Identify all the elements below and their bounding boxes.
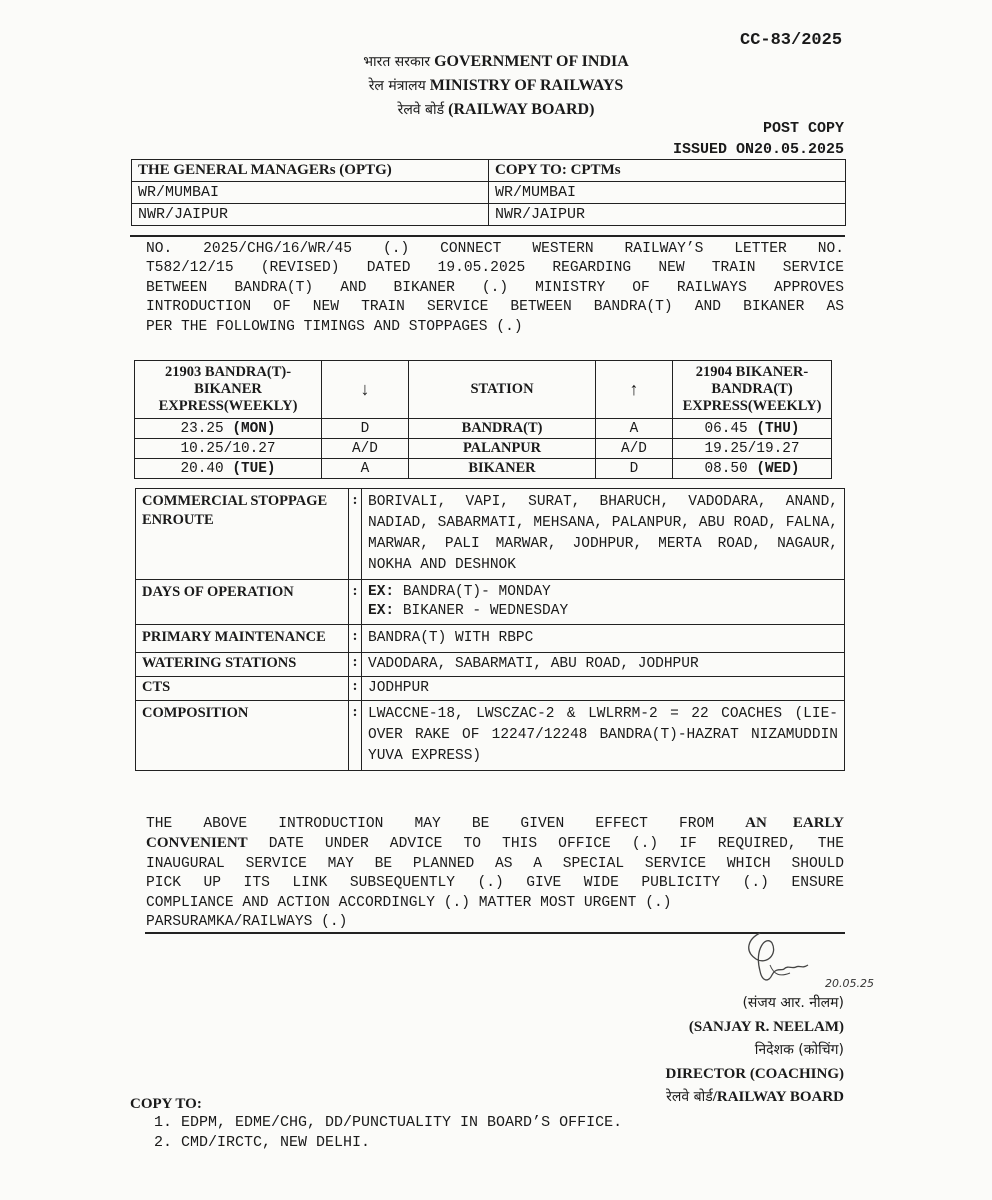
- name-hindi: (संजय आर. नीलम): [742, 995, 844, 1011]
- colon: :: [349, 701, 362, 771]
- up-time: [135, 459, 322, 479]
- days-ex-2: EX:: [368, 603, 395, 619]
- closing-line-1: [146, 814, 844, 834]
- intro-line-5: PER THE FOLLOWING TIMINGS AND STOPPAGES (.): [146, 318, 523, 335]
- down-time-value: 19.25/19.27: [704, 440, 800, 457]
- closing-line-5: COMPLIANCE AND ACTION ACCORDINGLY (.) MATTER MOST URGENT (.): [146, 894, 672, 911]
- days-ex-1: EX:: [368, 584, 395, 600]
- up-status: A: [322, 459, 409, 479]
- closing-line-1a: THE ABOVE INTRODUCTION MAY BE GIVEN EFFECT FROM: [146, 816, 714, 832]
- watering-label: WATERING STATIONS: [136, 653, 349, 677]
- closing-line-2b: DATE UNDER ADVICE TO THIS OFFICE (.) IF REQUIRED, THE: [268, 836, 844, 853]
- header-en-3: (RAILWAY BOARD): [448, 101, 595, 118]
- up-day: (TUE): [232, 460, 276, 477]
- designation-en: DIRECTOR (COACHING): [665, 1065, 844, 1082]
- stoppage-value: BORIVALI, VAPI, SURAT, BHARUCH, VADODARA, ANAND, NADIAD, SABARMATI, MEHSANA, PALANPUR, ABU ROAD, FALNA, MARWAR, PALI MARWAR, JODHPUR, MERTA ROAD, NAGAUR, NOKHA AND DESHNOK: [362, 489, 845, 580]
- colon: :: [349, 653, 362, 677]
- intro-line-3: BETWEEN BANDRA(T) AND BIKANER (.) MINISTRY OF RAILWAYS APPROVES: [146, 279, 844, 296]
- timetable: [134, 360, 832, 479]
- signature-block: [500, 992, 844, 1110]
- divider-top: [130, 235, 845, 237]
- up-time-value: 10.25/10.27: [180, 440, 276, 457]
- maintenance-value: BANDRA(T) WITH RBPC: [362, 625, 845, 653]
- copy-to-header: COPY TO: CPTMs: [489, 160, 846, 182]
- up-time: [135, 419, 322, 439]
- table-row: [136, 625, 845, 653]
- down-time: [673, 459, 832, 479]
- intro-line-4: INTRODUCTION OF NEW TRAIN SERVICE BETWEEN BANDRA(T) AND BIKANER AS: [146, 299, 844, 316]
- list-item: 1. EDPM, EDME/CHG, DD/PUNCTUALITY IN BOARD’S OFFICE.: [154, 1114, 623, 1131]
- intro-line-2: T582/12/15 (REVISED) DATED 19.05.2025 REGARDING NEW TRAIN SERVICE: [146, 260, 844, 277]
- header-en-1: GOVERNMENT OF INDIA: [434, 53, 629, 70]
- gm-row-1: WR/MUMBAI: [132, 182, 489, 204]
- composition-label: COMPOSITION: [136, 701, 349, 771]
- station-name: BIKANER: [409, 459, 596, 479]
- stoppage-label: COMMERCIAL STOPPAGE ENROUTE: [136, 489, 349, 580]
- colon: :: [349, 677, 362, 701]
- watering-value: VADODARA, SABARMATI, ABU ROAD, JODHPUR: [362, 653, 845, 677]
- issued-on: [600, 141, 844, 158]
- name-en: (SANJAY R. NEELAM): [688, 1018, 844, 1035]
- closing-line-3: INAUGURAL SERVICE MAY BE PLANNED AS A SPECIAL SERVICE WHICH SHOULD: [146, 855, 844, 872]
- intro-paragraph: [146, 240, 844, 337]
- down-status: A: [596, 419, 673, 439]
- intro-line-1: NO. 2025/CHG/16/WR/45 (.) CONNECT WESTERN RAILWAY’S LETTER NO.: [146, 241, 844, 257]
- issued-label: ISSUED ON: [672, 141, 754, 158]
- down-time: [673, 419, 832, 439]
- gm-row-2: NWR/JAIPUR: [132, 204, 489, 226]
- org-hindi: रेलवे बोर्ड: [666, 1089, 713, 1105]
- designation-hindi: निदेशक (कोचिंग): [754, 1042, 844, 1058]
- issued-date: 20.05.2025: [753, 141, 844, 158]
- up-time-value: 20.40: [180, 460, 224, 477]
- header-line-2: [0, 76, 992, 95]
- closing-line-2: [146, 834, 844, 854]
- up-time-value: 23.25: [180, 420, 224, 437]
- table-row: [136, 701, 845, 771]
- signature-scribble-icon: [730, 925, 910, 1000]
- colon: :: [349, 625, 362, 653]
- down-status: A/D: [596, 439, 673, 459]
- station-name: PALANPUR: [409, 439, 596, 459]
- days-value: [362, 580, 845, 625]
- up-arrow-icon: ↑: [596, 361, 673, 419]
- down-day: (THU): [756, 420, 800, 437]
- days-1: BANDRA(T)- MONDAY: [402, 584, 551, 600]
- down-arrow-icon: ↓: [322, 361, 409, 419]
- header-hindi-3: रेलवे बोर्ड: [397, 102, 445, 118]
- list-item: 2. CMD/IRCTC, NEW DELHI.: [154, 1134, 371, 1151]
- header-line-1: [0, 52, 992, 71]
- up-status: A/D: [322, 439, 409, 459]
- maintenance-label: PRIMARY MAINTENANCE: [136, 625, 349, 653]
- header-en-2: MINISTRY OF RAILWAYS: [429, 77, 624, 94]
- colon: :: [349, 489, 362, 580]
- colon: :: [349, 580, 362, 625]
- details-table: [135, 488, 845, 771]
- down-status: D: [596, 459, 673, 479]
- table-row: [136, 653, 845, 677]
- table-row: [136, 580, 845, 625]
- days-line-2: [368, 602, 838, 621]
- down-time-value: 08.50: [704, 460, 748, 477]
- header-hindi-2: रेल मंत्रालय: [368, 78, 426, 94]
- closing-paragraph: [146, 814, 844, 932]
- copy-to-section: [130, 1096, 622, 1153]
- signoff: PARSURAMKA/RAILWAYS (.): [146, 914, 348, 931]
- org-en: /RAILWAY BOARD: [712, 1089, 844, 1105]
- down-train-header: 21904 BIKANER- BANDRA(T) EXPRESS(WEEKLY): [673, 361, 832, 419]
- table-row: [136, 489, 845, 580]
- copy-to-title: COPY TO:: [130, 1096, 202, 1112]
- down-day: (WED): [756, 460, 800, 477]
- cts-value: JODHPUR: [362, 677, 845, 701]
- closing-emphasis-2: CONVENIENT: [146, 835, 248, 852]
- up-time: [135, 439, 322, 459]
- address-table: [131, 159, 846, 226]
- gm-header: THE GENERAL MANAGERs (OPTG): [132, 160, 489, 182]
- table-row: [135, 419, 832, 439]
- closing-line-4: PICK UP ITS LINK SUBSEQUENTLY (.) GIVE WIDE PUBLICITY (.) ENSURE: [146, 875, 844, 892]
- days-2: BIKANER - WEDNESDAY: [402, 603, 569, 619]
- down-time: [673, 439, 832, 459]
- table-row: [136, 677, 845, 701]
- table-row: [135, 439, 832, 459]
- days-label: DAYS OF OPERATION: [136, 580, 349, 625]
- composition-value: LWACCNE-18, LWSCZAC-2 & LWLRRM-2 = 22 COACHES (LIE-OVER RAKE OF 12247/12248 BANDRA(T)-HAZRAT NIZAMUDDIN YUVA EXPRESS): [362, 701, 845, 771]
- days-line-1: [368, 583, 838, 602]
- header-line-3: [0, 100, 992, 119]
- down-time-value: 06.45: [704, 420, 748, 437]
- reference-number: CC-83/2025: [740, 31, 843, 50]
- station-header: STATION: [409, 361, 596, 419]
- up-day: (MON): [232, 420, 276, 437]
- cts-label: CTS: [136, 677, 349, 701]
- closing-emphasis-1: AN EARLY: [745, 815, 844, 831]
- post-copy: POST COPY: [762, 120, 844, 137]
- table-row: [135, 459, 832, 479]
- copy-row-1: WR/MUMBAI: [489, 182, 846, 204]
- copy-row-2: NWR/JAIPUR: [489, 204, 846, 226]
- station-name: BANDRA(T): [409, 419, 596, 439]
- signature-date: 20.05.25: [825, 977, 874, 990]
- up-train-header: 21903 BANDRA(T)- BIKANER EXPRESS(WEEKLY): [135, 361, 322, 419]
- header-hindi-1: भारत सरकार: [363, 54, 431, 70]
- up-status: D: [322, 419, 409, 439]
